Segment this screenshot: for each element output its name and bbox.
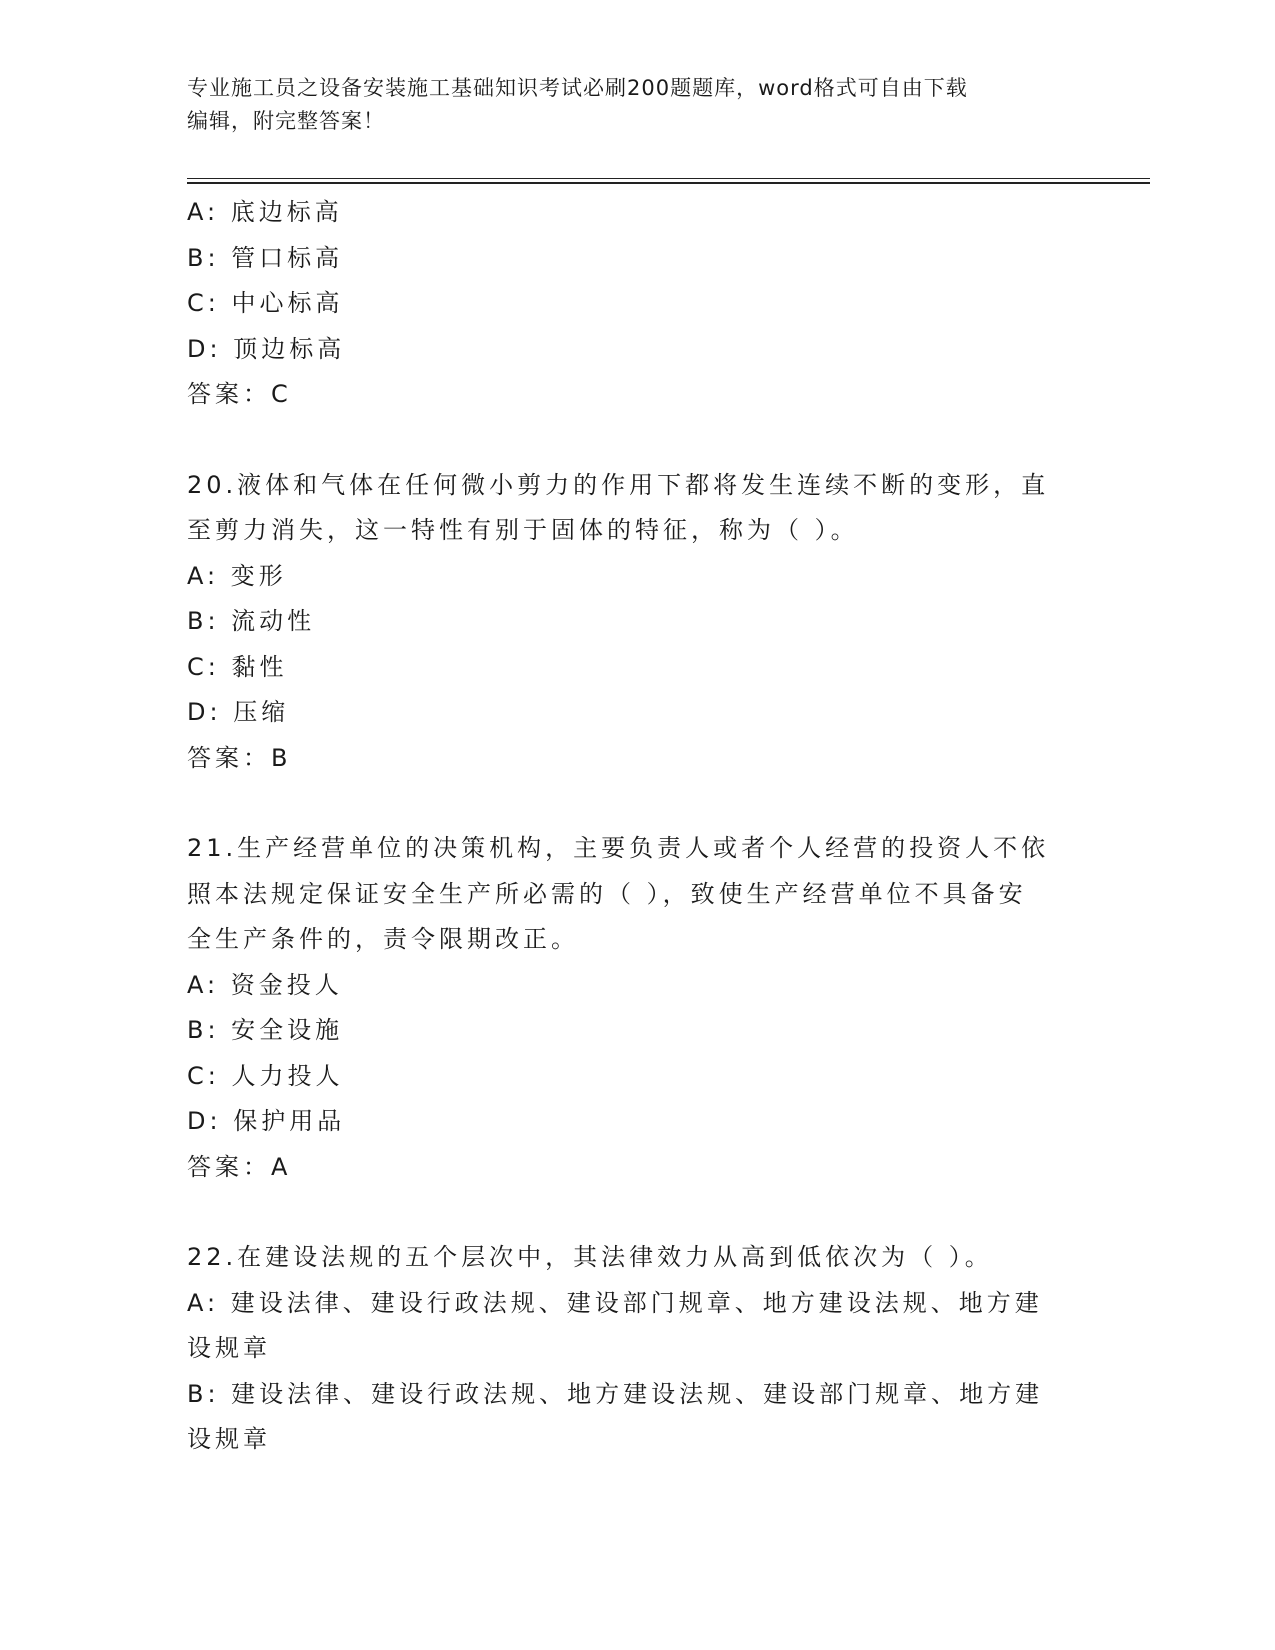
answer-line: 答案：C: [187, 380, 292, 408]
question-21: [187, 826, 1087, 1190]
question-20: [187, 463, 1087, 782]
option-b: B: 安全设施: [187, 1016, 344, 1044]
option-c: C: 黏性: [187, 652, 288, 681]
option-d: D: 顶边标高: [187, 334, 346, 363]
option-b: B: 流动性: [187, 607, 316, 635]
option-a: A: 资金投人: [187, 970, 343, 999]
option-a: A: 底边标高: [187, 198, 343, 226]
option-a-continued: 设规章: [187, 1334, 271, 1362]
question-text-line: 22.在建设法规的五个层次中，其法律效力从高到低依次为（ ）。: [187, 1243, 993, 1271]
question-text-line: 21.生产经营单位的决策机构，主要负责人或者个人经营的投资人不依: [187, 834, 1050, 862]
answer-line: 答案：A: [187, 1152, 292, 1181]
question-text-line: 20.液体和气体在任何微小剪力的作用下都将发生连续不断的变形，直: [187, 470, 1050, 499]
option-b-continued: 设规章: [187, 1425, 271, 1453]
answer-line: 答案：B: [187, 743, 292, 772]
header-rule-thin: [187, 178, 1150, 179]
header-title-line-2: 编辑，附完整答案！: [187, 109, 385, 133]
question-text-line: 全生产条件的，责令限期改正。: [187, 925, 579, 953]
question-content: [187, 190, 1087, 1463]
question-text-line: 至剪力消失，这一特性有别于固体的特征，称为（ ）。: [187, 516, 859, 544]
header-title-line-1: 专业施工员之设备安装施工基础知识考试必刷200题题库，word格式可自由下载: [187, 76, 968, 100]
option-b: B: 建设法律、建设行政法规、地方建设法规、建设部门规章、地方建: [187, 1379, 1044, 1408]
question-22: [187, 1235, 1087, 1463]
option-a: A: 变形: [187, 561, 287, 590]
question-19: [187, 190, 1087, 418]
question-text-line: 照本法规定保证安全生产所必需的（ ），致使生产经营单位不具备安: [187, 879, 1027, 908]
header-rule-thick: [187, 182, 1150, 184]
option-c: C: 人力投人: [187, 1061, 344, 1090]
option-d: D: 压缩: [187, 698, 290, 726]
option-c: C: 中心标高: [187, 289, 344, 317]
option-a: A: 建设法律、建设行政法规、建设部门规章、地方建设法规、地方建: [187, 1288, 1043, 1317]
document-header: [187, 72, 1107, 138]
option-d: D: 保护用品: [187, 1107, 346, 1135]
option-b: B: 管口标高: [187, 243, 344, 272]
